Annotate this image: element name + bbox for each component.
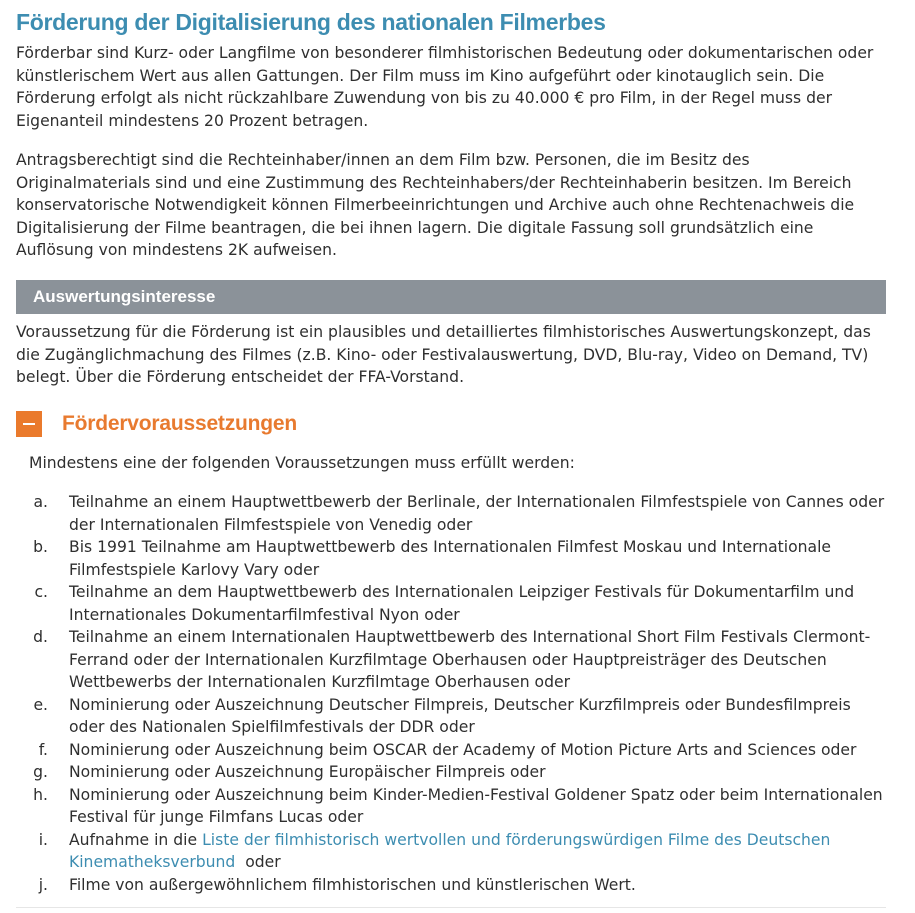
list-item-letter: e. (33, 695, 48, 714)
list-item-letter: i. (38, 830, 48, 849)
list-item-text: Nominierung oder Auszeichnung Europäischer Filmpreis oder (69, 763, 546, 781)
section-heading[interactable]: Fördervoraussetzungen (62, 412, 298, 435)
list-item-prefix: Aufnahme in die (69, 830, 203, 849)
divider (16, 907, 886, 908)
list-item (0, 784, 889, 829)
collapse-toggle-button[interactable] (16, 411, 42, 437)
list-item-text: Bis 1991 Teilnahme am Hauptwettbewerb des Internationalen Filmfest Moskau und Internationale Filmfestspiele Karlovy Vary oder (69, 538, 832, 579)
minus-icon (23, 423, 35, 425)
list-item-text: Teilnahme an einem Internationalen Hauptwettbewerb des International Short Film Festivals Clermont-Ferrand oder der Internationalen Kurzfilmtage Oberhausen oder Hauptpreisträger des Deutschen Wettbewerbs der Internationalen Kurzfilmtage Oberhausen oder (69, 628, 871, 691)
page-title: Förderung der Digitalisierung des nationalen Filmerbes (16, 9, 606, 35)
list-item-letter: b. (33, 538, 48, 556)
list-item (0, 536, 889, 581)
intro-paragraph: Förderbar sind Kurz- oder Langfilme von besonderer filmhistorischen Bedeutung oder dokumentarischen oder künstlerischem Wert aus allen Gattungen. Der Film muss im Kino aufgeführt oder kinotauglich sein. Die Förderung erfolgt als nicht rückzahlbare Zuwendung von bis zu 40.000 € pro Film, in der Regel muss der Eigenanteil mindestens 20 Prozent betragen. (16, 44, 874, 130)
list-item-letter: g. (33, 763, 48, 781)
list-item-text: Teilnahme an einem Hauptwettbewerb der Berlinale, der Internationalen Filmfestspiele von Cannes oder der Internationalen Filmfestspiele von Venedig oder (69, 493, 885, 534)
section-header-bar (16, 280, 886, 314)
list-item-letter: j. (38, 875, 48, 894)
list-item-letter: d. (33, 628, 48, 646)
requirements-intro: Mindestens eine der folgenden Voraussetzungen muss erfüllt werden: (29, 454, 575, 472)
list-item-suffix: oder (235, 853, 281, 871)
requirements-list (0, 491, 915, 896)
list-item-letter: f. (38, 740, 48, 759)
list-item-text: Nominierung oder Auszeichnung beim OSCAR der Academy of Motion Picture Arts and Sciences oder (69, 740, 857, 759)
list-item (0, 829, 889, 874)
kinematheksverbund-list-link[interactable]: Liste der filmhistorisch wertvollen und förderungswürdigen Filme des Deutschen Kinematheksverbund (69, 830, 831, 871)
eligibility-paragraph: Antragsberechtigt sind die Rechteinhaber/innen an dem Film bzw. Personen, die im Besitz des Originalmaterials sind und eine Zustimmung des Rechteinhabers/der Rechteinhaberin besitzen. Im Bereich konservatorische Notwendigkeit können Filmerbeeinrichtungen und Archive auch ohne Rechtenachweis die Digitalisierung der Filme beantragen, die bei ihnen lagern. Die digitale Fassung soll grundsätzlich eine Auflösung von mindestens 2K aufweisen. (16, 151, 855, 259)
list-item (0, 761, 889, 784)
list-item (0, 581, 889, 626)
list-item-letter: c. (34, 583, 48, 601)
section-header-title: Auswertungsinteresse (33, 287, 216, 306)
list-item-text: Nominierung oder Auszeichnung beim Kinder-Medien-Festival Goldener Spatz oder beim Internationalen Festival für junge Filmfans Lucas oder (69, 785, 883, 826)
list-item-text: Nominierung oder Auszeichnung Deutscher Filmpreis, Deutscher Kurzfilmpreis oder Bundesfilmpreis oder des Nationalen Spielfilmfestivals der DDR oder (69, 695, 851, 736)
list-item-letter: a. (33, 493, 48, 511)
list-item-letter: h. (33, 785, 48, 804)
list-item (0, 491, 889, 536)
list-item-text: Filme von außergewöhnlichem filmhistorischen und künstlerischen Wert. (69, 875, 636, 894)
auswertung-paragraph: Voraussetzung für die Förderung ist ein plausibles und detailliertes filmhistorisches Auswertungskonzept, das die Zugänglichmachung des Filmes (z.B. Kino- oder Festivalauswertung, DVD, Blu-ray, Video on Demand, TV) belegt. Über die Förderung entscheidet der FFA-Vorstand. (16, 323, 871, 386)
list-item (0, 874, 889, 897)
list-item (0, 694, 889, 739)
list-item (0, 739, 889, 762)
list-item-text: Teilnahme an dem Hauptwettbewerb des Internationalen Leipziger Festivals für Dokumentarfilm und Internationales Dokumentarfilmfestival Nyon oder (69, 583, 855, 624)
list-item (0, 626, 889, 694)
